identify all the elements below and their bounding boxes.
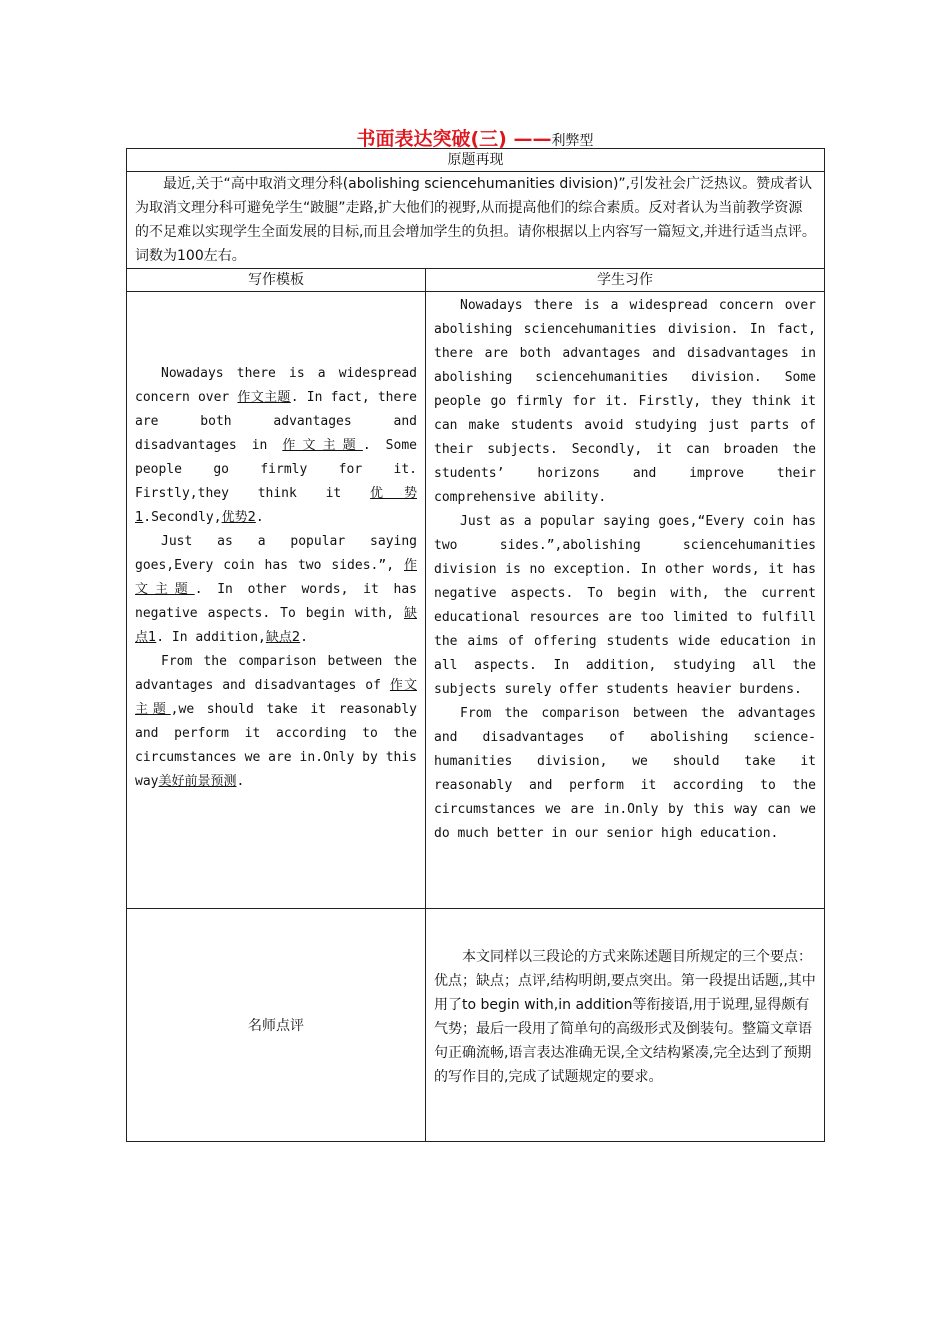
blank-disadvantage-1: 缺点1 (135, 606, 417, 645)
original-prompt: 最近,关于“高中取消文理分科(abolishing sciencehumanities division)”,引发社会广泛热议。赞成者认为取消文理分科可避免学生“跛腿”走路,扩大他们的视野,从而提高他们的综合素质。反对者认为当前教学资源的不足难以实现学生全面发展的目标,而且会增加学生的负担。请你根据以上内容写一篇短文,并进行适当点评。词数为100左右。 (127, 172, 825, 269)
blank-topic: 作文主题 (135, 558, 417, 597)
blank-advantage-1: 优势1 (135, 486, 417, 525)
blank-topic: 作文主题 (237, 390, 291, 405)
template-paragraph-1: Nowadays there is a widespread concern over 作文主题. In fact, there are both advantages and disadvantages in 作文主题. Some people go firmly for it. Firstly,they think it 优势1.Secondly,优势2. (135, 366, 417, 525)
title-main: 书面表达突破(三) —— (356, 128, 552, 150)
student-paragraph-2: Just as a popular saying goes,“Every coin has two sides.”,abolishing sciencehumanities division is no exception. In other words, it has negative aspects. To begin with, the current educational resources are too limited to fulfill the aims of offering students wide education in all aspects. In addition, studying all the subjects surely offer students heavier burdens. (434, 514, 816, 697)
header-original: 原题再现 (127, 149, 825, 172)
blank-prospect: 美好前景预测 (158, 774, 237, 789)
review-text: 本文同样以三段论的方式来陈述题目所规定的三个要点：优点；缺点；点评,结构明朗,要点突出。第一段提出话题,,其中用了to begin with,in addition等衔接语,用于说理,显得颇有气势；最后一段用了简单句的高级形式及倒装句。整篇文章语句正确流畅,语言表达准确无误,全文结构紧凑,完全达到了预期的写作目的,完成了试题规定的要求。 (426, 909, 825, 1142)
student-paragraph-3: From the comparison between the advantages and disadvantages of abolishing science-humanities division, we should take it reasonably and perform it according to the circumstances we are in.Only by this way can we do much better in our senior high education. (434, 706, 816, 841)
document-title (0, 124, 950, 151)
content-table (126, 148, 825, 1142)
review-label: 名师点评 (127, 909, 426, 1142)
blank-topic: 作文主题 (282, 438, 363, 453)
student-paragraph-1: Nowadays there is a widespread concern over abolishing sciencehumanities division. In fact, there are both advantages and disadvantages in abolishing sciencehumanities division. Some people go firmly for it. Firstly, they think it can make students avoid studying just parts of their subjects. Secondly, it can broaden the students’ horizons and improve their comprehensive ability. (434, 298, 816, 505)
template-paragraph-3: From the comparison between the advantages and disadvantages of 作文主题,we should take it reasonably and perform it according to the circumstances we are in.Only by this way美好前景预测. (135, 654, 417, 789)
writing-template (127, 292, 426, 909)
blank-topic: 作文主题 (135, 678, 417, 717)
template-paragraph-2: Just as a popular saying goes,Every coin has two sides.”, 作文主题. In other words, it has negative aspects. To begin with, 缺点1. In addition,缺点2. (135, 534, 417, 645)
blank-advantage-2: 优势2 (221, 510, 256, 525)
header-template: 写作模板 (127, 269, 426, 292)
title-sub: 利弊型 (551, 133, 594, 149)
blank-disadvantage-2: 缺点2 (265, 630, 301, 645)
student-essay (426, 292, 825, 909)
header-student: 学生习作 (426, 269, 825, 292)
